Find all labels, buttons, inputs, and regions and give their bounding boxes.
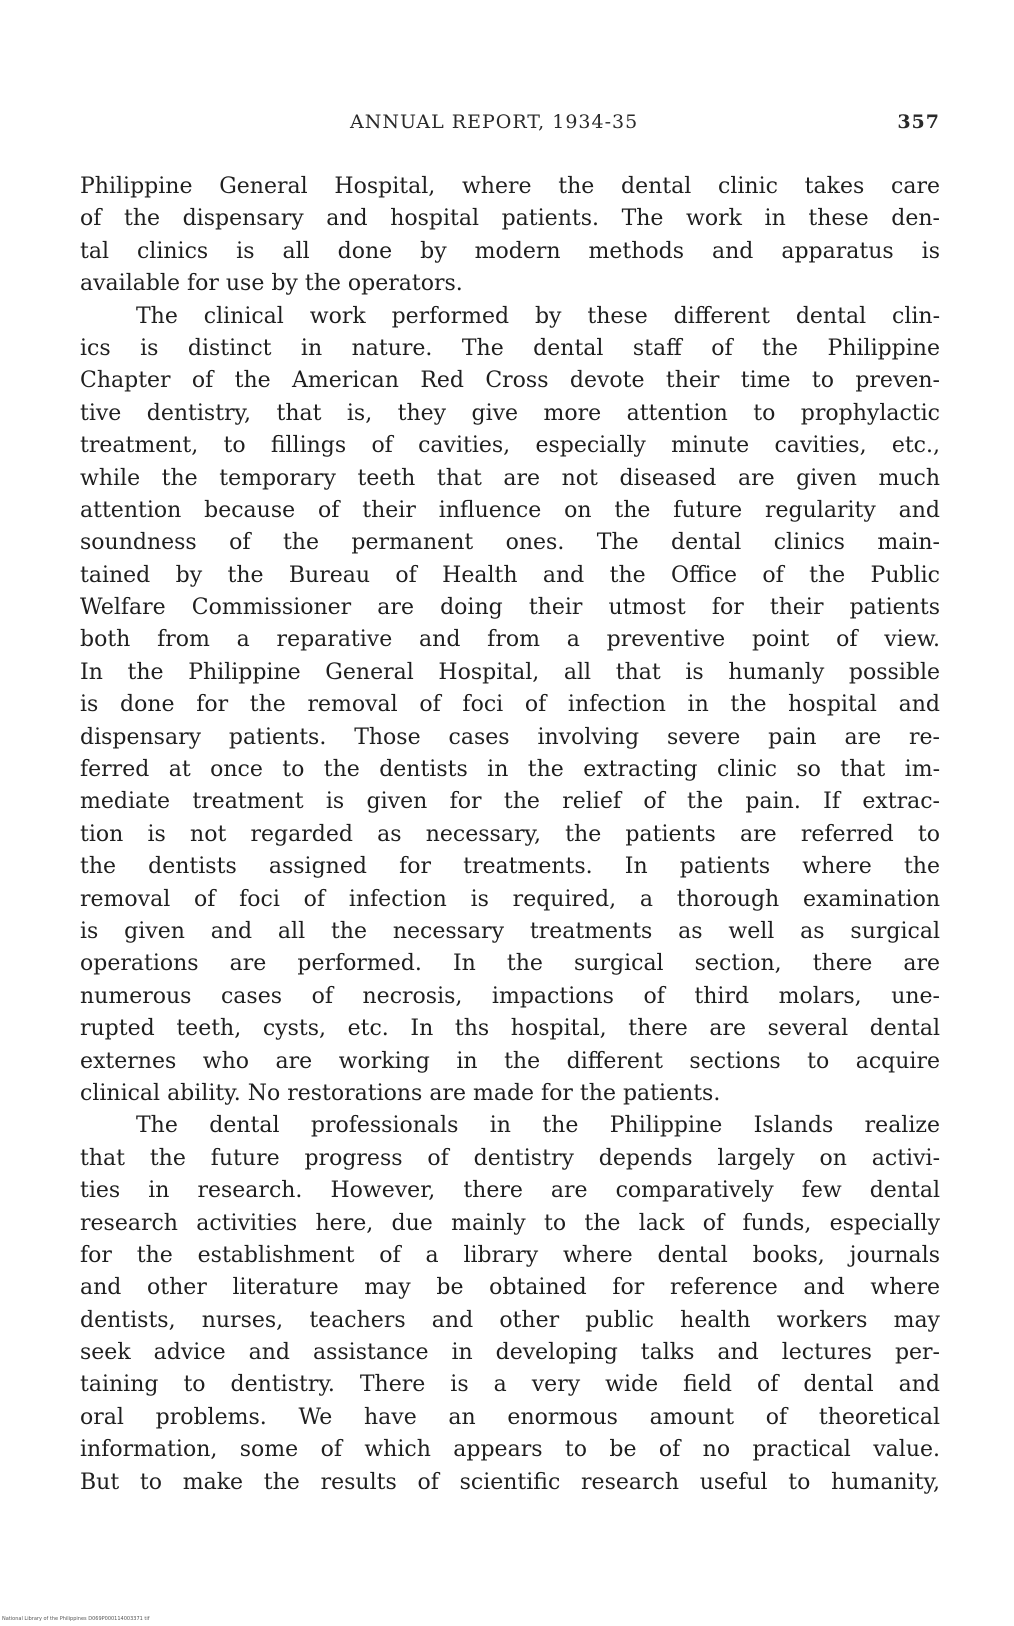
text-line: tal clinics is all done by modern methods and apparatus is bbox=[80, 238, 940, 264]
text-line: rupted teeth, cysts, etc. In ths hospital, there are several dental bbox=[80, 1016, 940, 1042]
text-line: attention because of their influence on the future regularity and bbox=[80, 497, 940, 523]
text-line: and other literature may be obtained for reference and where bbox=[80, 1275, 940, 1301]
text-line: externes who are working in the different sections to acquire bbox=[80, 1048, 940, 1074]
page-number: 357 bbox=[897, 111, 940, 133]
text-line: Philippine General Hospital, where the dental clinic takes care bbox=[80, 174, 940, 199]
text-line: while the temporary teeth that are not diseased are given much bbox=[80, 465, 940, 491]
text-line: soundness of the permanent ones. The dental clinics main- bbox=[80, 530, 940, 556]
text-line: the dentists assigned for treatments. In patients where the bbox=[80, 854, 940, 880]
text-line: tained by the Bureau of Health and the Office of the Public bbox=[80, 562, 940, 588]
text-line: Welfare Commissioner are doing their utmost for their patients bbox=[80, 595, 940, 621]
running-head bbox=[80, 111, 940, 141]
text-line: tive dentistry, that is, they give more attention to prophylactic bbox=[80, 400, 940, 426]
text-line: for the establishment of a library where dental books, journals bbox=[80, 1242, 940, 1268]
text-line: numerous cases of necrosis, impactions of third molars, une- bbox=[80, 983, 940, 1009]
text-line: that the future progress of dentistry depends largely on activi- bbox=[80, 1145, 940, 1171]
text-line: oral problems. We have an enormous amount of theoretical bbox=[80, 1404, 940, 1430]
text-line: ferred at once to the dentists in the extracting clinic so that im- bbox=[80, 757, 940, 783]
text-line: tion is not regarded as necessary, the patients are referred to bbox=[80, 821, 940, 847]
text-line: of the dispensary and hospital patients. The work in these den- bbox=[80, 206, 940, 232]
text-line: research activities here, due mainly to the lack of funds, especially bbox=[80, 1210, 940, 1236]
text-line: In the Philippine General Hospital, all that is humanly possible bbox=[80, 659, 940, 685]
text-line: removal of foci of infection is required, a thorough examination bbox=[80, 886, 940, 912]
text-line: is done for the removal of foci of infection in the hospital and bbox=[80, 692, 940, 718]
text-line: The dental professionals in the Philippine Islands realize bbox=[136, 1113, 940, 1139]
text-line: The clinical work performed by these different dental clin- bbox=[136, 303, 940, 329]
text-line: information, some of which appears to be of no practical value. bbox=[80, 1437, 940, 1463]
text-line: both from a reparative and from a preventive point of view. bbox=[80, 627, 940, 653]
text-line: clinical ability. No restorations are made for the patients. bbox=[80, 1080, 721, 1106]
text-line: treatment, to fillings of cavities, especially minute cavities, etc., bbox=[80, 433, 940, 459]
body-text bbox=[80, 171, 940, 1499]
running-title: ANNUAL REPORT, 1934-35 bbox=[350, 111, 639, 133]
text-line: ics is distinct in nature. The dental staff of the Philippine bbox=[80, 335, 940, 361]
text-line: taining to dentistry. There is a very wide field of dental and bbox=[80, 1372, 940, 1398]
text-line: seek advice and assistance in developing talks and lectures per- bbox=[80, 1340, 940, 1366]
text-line: is given and all the necessary treatments as well as surgical bbox=[80, 918, 940, 944]
text-line: Chapter of the American Red Cross devote their time to preven- bbox=[80, 368, 940, 394]
footer-credit: National Library of the Philippines D069P000114003371 tif bbox=[2, 1616, 150, 1622]
text-line: mediate treatment is given for the relief of the pain. If extrac- bbox=[80, 789, 940, 815]
text-line: operations are performed. In the surgical section, there are bbox=[80, 951, 940, 977]
text-line: dispensary patients. Those cases involving severe pain are re- bbox=[80, 724, 940, 750]
text-line: ties in research. However, there are comparatively few dental bbox=[80, 1178, 940, 1204]
text-line: available for use by the operators. bbox=[80, 271, 463, 297]
text-line: dentists, nurses, teachers and other public health workers may bbox=[80, 1307, 940, 1333]
text-line: But to make the results of scientific research useful to humanity, bbox=[80, 1469, 940, 1495]
